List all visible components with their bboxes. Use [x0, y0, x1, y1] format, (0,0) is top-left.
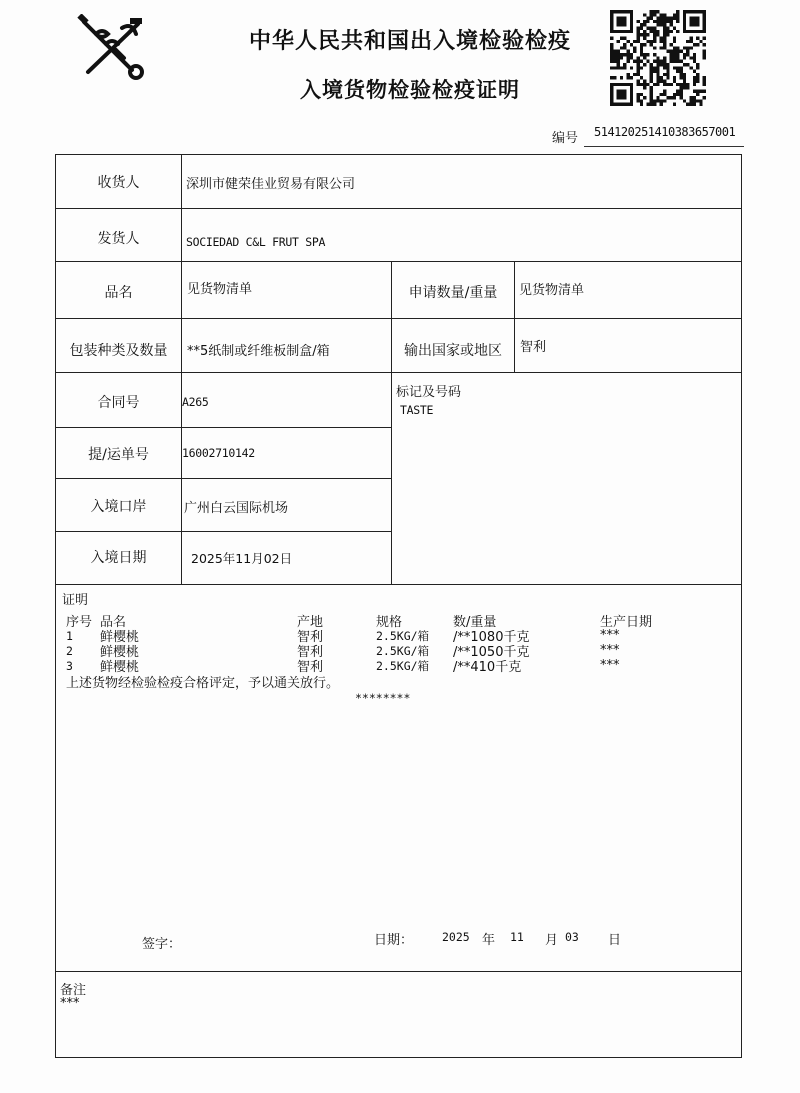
certificate-header-qty: 数/重量: [453, 615, 497, 630]
certificate-statement: 上述货物经检验检疫合格评定，予以通关放行。: [66, 676, 340, 691]
divider: [514, 261, 515, 373]
bill-number-value: 16002710142: [182, 446, 255, 460]
table-row-name: 鲜樱桃: [100, 630, 140, 645]
sign-date-label: 日期：: [374, 933, 414, 948]
consignee-label: 收货人: [97, 175, 140, 191]
table-row-seq: 1: [66, 629, 73, 643]
package-value: **5纸制或纤维板制盒/箱: [187, 344, 330, 359]
certificate-header-name: 品名: [100, 615, 127, 630]
consignor-label: 发货人: [97, 231, 140, 247]
certificate-header-origin: 产地: [297, 615, 324, 630]
contract-label: 合同号: [97, 395, 140, 411]
divider: [55, 531, 392, 532]
entry-port-value: 广州白云国际机场: [184, 501, 289, 516]
remarks-value: ***: [60, 996, 80, 1011]
table-row-qty: /**410千克: [453, 660, 522, 675]
divider: [55, 478, 392, 479]
table-row-seq: 3: [66, 659, 73, 673]
certificate-header-spec: 规格: [376, 615, 403, 630]
certificate-header-seq: 序号: [66, 615, 93, 630]
table-row-name: 鲜樱桃: [100, 645, 140, 660]
product-label: 品名: [104, 285, 133, 301]
certificate-stars: ********: [355, 691, 411, 705]
table-row-prod-date: ***: [600, 643, 620, 658]
bill-number-label: 提/运单号: [88, 447, 149, 463]
divider: [55, 208, 742, 209]
entry-date-label: 入境日期: [90, 550, 147, 566]
divider: [55, 584, 742, 585]
certificate-label: 证明: [62, 593, 89, 608]
table-row-seq: 2: [66, 644, 73, 658]
certificate-number-label: 编号: [552, 131, 579, 146]
consignee-value: 深圳市健荣佳业贸易有限公司: [186, 177, 356, 192]
origin-country-label: 输出国家或地区: [404, 343, 502, 359]
divider: [55, 318, 742, 319]
table-row-name: 鲜樱桃: [100, 660, 140, 675]
qr-code-icon: [610, 10, 706, 106]
divider: [55, 154, 742, 155]
divider: [55, 261, 742, 262]
table-row-origin: 智利: [297, 645, 324, 660]
divider: [55, 372, 742, 373]
certificate-number-value: 514120251410383657001: [594, 125, 736, 139]
entry-port-label: 入境口岸: [90, 499, 147, 515]
title-line-2: 入境货物检验检疫证明: [300, 78, 520, 102]
origin-country-value: 智利: [520, 340, 547, 355]
sign-date-day: 03: [565, 930, 579, 944]
sign-date-year-char: 年: [482, 933, 496, 948]
table-row-spec: 2.5KG/箱: [376, 659, 430, 673]
remarks-label: 备注: [60, 983, 87, 998]
certificate-header-prod-date: 生产日期: [600, 615, 653, 630]
inspection-emblem-icon: [76, 14, 148, 80]
sign-date-year: 2025: [442, 930, 470, 944]
product-value: 见货物清单: [187, 282, 253, 297]
divider: [391, 261, 392, 585]
divider: [584, 146, 744, 147]
sign-date-day-char: 日: [608, 933, 622, 948]
divider: [55, 971, 742, 972]
contract-value: A265: [182, 395, 209, 409]
table-row-origin: 智利: [297, 630, 324, 645]
table-row-prod-date: ***: [600, 628, 620, 643]
divider: [55, 1057, 742, 1058]
consignor-value: SOCIEDAD C&L FRUT SPA: [186, 235, 326, 249]
divider: [181, 154, 182, 585]
divider: [55, 427, 392, 428]
entry-date-value: 2025年11月02日: [191, 551, 293, 566]
divider: [741, 154, 742, 1058]
signature-label: 签字：: [142, 937, 182, 952]
table-row-qty: /**1080千克: [453, 630, 530, 645]
table-row-origin: 智利: [297, 660, 324, 675]
table-row-prod-date: ***: [600, 658, 620, 673]
title-line-1: 中华人民共和国出入境检验检疫: [248, 29, 571, 54]
marks-value: TASTE: [400, 403, 434, 417]
table-row-spec: 2.5KG/箱: [376, 644, 430, 658]
quantity-label: 申请数量/重量: [408, 285, 498, 301]
quantity-value: 见货物清单: [519, 283, 585, 298]
package-label: 包装种类及数量: [69, 343, 168, 359]
sign-date-month-char: 月: [545, 933, 559, 948]
sign-date-month: 11: [510, 930, 524, 944]
table-row-qty: /**1050千克: [453, 645, 530, 660]
marks-label: 标记及号码: [396, 385, 462, 400]
table-row-spec: 2.5KG/箱: [376, 629, 430, 643]
